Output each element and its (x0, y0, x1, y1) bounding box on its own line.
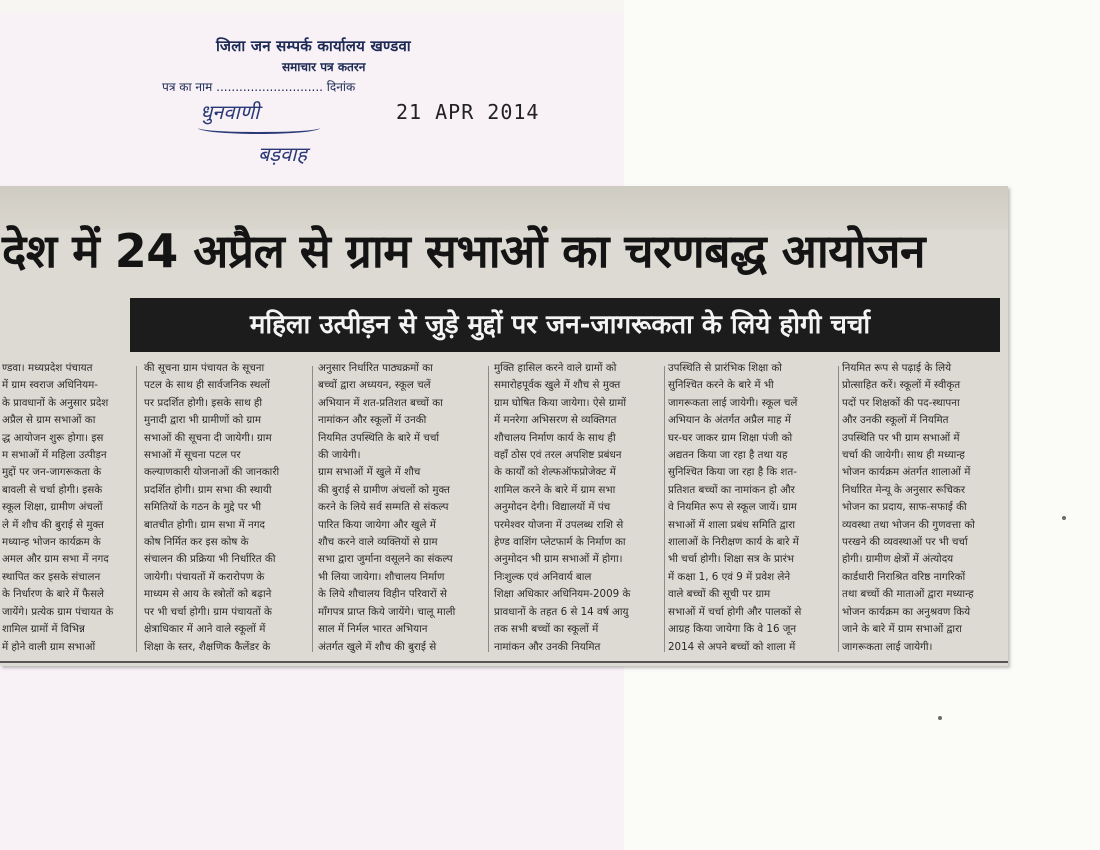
article-line: जागरूकता लाई जायेगी। स्कूल चलें (668, 396, 798, 409)
article-line: की सूचना ग्राम पंचायत के सूचना (144, 362, 265, 374)
handwritten-underline (198, 122, 320, 134)
article-line: वहाँ ठोस एवं तरल अपशिष्ट प्रबंधन (494, 449, 622, 462)
subheadline-bar (130, 298, 1000, 352)
article-line: के लिये शौचालय विहीन परिवारों से (318, 588, 447, 601)
article-line: क्षेत्राधिकार में आने वाले स्कूलों में (144, 623, 266, 636)
article-line: संचालन की प्रक्रिया भी निर्धारित की (144, 553, 276, 566)
article-line: कोष निर्मित कर इस कोष के (144, 536, 249, 549)
article-line: बावली से चर्चा होगी। इसके (2, 483, 103, 496)
handwritten-paper-name: धुनवाणी (200, 100, 260, 124)
article-line: नामांकन और उनकी नियमित (494, 640, 601, 653)
article-line: की बुराई से ग्रामीण अंचलों को मुक्त (318, 483, 450, 496)
article-line: पारित किया जायेगा और खुले में (318, 518, 436, 531)
column-divider (312, 366, 313, 652)
article-line: ग्राम घोषित किया जायेगा। ऐसे ग्रामों (494, 396, 627, 409)
column-divider (838, 366, 839, 652)
article-line: परमेश्वर योजना में उपलब्ध राशि से (494, 518, 624, 531)
article-line: समितियों के गठन के मुद्दे पर भी (144, 501, 262, 514)
article-line: स्थापित कर इसके संचालन (2, 570, 101, 583)
column-divider (136, 366, 137, 652)
scan-speck (938, 716, 942, 720)
article-line: सभाओं में शाला प्रबंध समिति द्वारा (668, 518, 796, 531)
article-line: अमल और ग्राम सभा में नगद (2, 553, 109, 566)
article-line: माध्यम से आय के स्त्रोतों को बढ़ाने (144, 588, 272, 601)
article-column-2 (144, 360, 310, 660)
clipping-bottom-rule (0, 661, 1008, 663)
article-line: सुनिश्चित करने के बारे में भी (668, 379, 774, 392)
article-line: प्रोत्साहित करें। स्कूलों में स्वीकृत (842, 379, 961, 392)
article-column-1 (2, 360, 130, 660)
article-column-6 (842, 360, 1008, 660)
article-line: भोजन कार्यक्रम का अनुश्रवण किये (842, 605, 971, 618)
article-line: जागरूकता लाई जायेगी। (842, 640, 933, 653)
article-line: बच्चों द्वारा अध्ययन, स्कूल चलें (318, 379, 431, 392)
article-line: माँगपत्र प्राप्त किये जायेंगे। चालू माली (318, 605, 456, 618)
article-line: समारोहपूर्वक खुले में शौच से मुक्त (494, 379, 621, 392)
article-line: कल्याणकारी योजनाओं की जानकारी (144, 466, 280, 479)
article-line: शौचालय निर्माण कार्य के साथ ही (494, 431, 616, 444)
article-line: घर-घर जाकर ग्राम शिक्षा पंजी को (668, 431, 793, 444)
article-line: जाने के बारे में ग्राम सभाओं द्वारा (842, 623, 962, 636)
office-stamp (150, 36, 570, 166)
article-line: अंतर्गत खुले में शौच की बुराई से (318, 640, 437, 653)
article-line: सभाओं में सूचना पटल पर (144, 449, 241, 462)
column-divider (488, 366, 489, 652)
article-line: में होने वाली ग्राम सभाओं (2, 640, 96, 653)
article-line: बातचीत होगी। ग्राम सभा में नगद (144, 518, 265, 531)
article-line: में कक्षा 1, 6 एवं 9 में प्रवेश लेने (668, 570, 791, 583)
article-column-3 (318, 360, 484, 660)
article-line: अप्रैल से ग्राम सभाओं का (2, 414, 96, 427)
stamp-date: 21 APR 2014 (396, 100, 540, 124)
article-line: साल में निर्मल भारत अभियान (318, 623, 428, 636)
article-line: व्यवस्था तथा भोजन की गुणवत्ता को (842, 518, 975, 531)
article-line: अनुसार निर्धारित पाठ्यक्रमों का (318, 362, 433, 374)
article-line: 2014 से अपने बच्चों को शाला में (668, 640, 796, 653)
article-line: भी चर्चा होगी। शिक्षा सत्र के प्रारंभ (668, 553, 795, 566)
article-line: अभियान के अंतर्गत अप्रैल माह में (668, 414, 791, 427)
article-line: मध्यान्ह भोजन कार्यक्रम के (2, 536, 101, 549)
article-line: ग्राम सभाओं में खुले में शौच (318, 466, 421, 479)
article-line: सभाओं की सूचना दी जायेगी। ग्राम (144, 431, 272, 444)
article-line: अभियान में शत-प्रतिशत बच्चों का (318, 396, 443, 409)
article-line: अनुमोदन देगी। विद्यालयों में पंच (494, 501, 611, 514)
article-line: नियमित रूप से पढ़ाई के लिये (842, 362, 952, 374)
article-column-5 (668, 360, 838, 660)
article-line: जायेगी। पंचायतों में करारोपण के (144, 570, 265, 583)
article-line: सुनिश्चित किया जा रहा है कि शत- (668, 466, 797, 479)
article-line: म सभाओं में महिला उत्पीड़न (2, 449, 107, 462)
article-line: शौच करने वाले व्यक्तियों से ग्राम (318, 536, 438, 549)
article-line: प्रावधानों के तहत 6 से 14 वर्ष आयु (494, 605, 629, 618)
article-line: शामिल ग्रामों में विभिन्न (2, 623, 85, 636)
stamp-office-name: जिला जन सम्पर्क कार्यालय खण्डवा (216, 37, 411, 55)
article-line: चर्चा की जायेगी। साथ ही मध्यान्ह (842, 449, 965, 462)
article-line: भी लिया जायेगा। शौचालय निर्माण (318, 570, 445, 583)
article-line: नामांकन और स्कूलों में उनकी (318, 414, 427, 427)
article-column-4 (494, 360, 664, 660)
article-line: तथा बच्चों की माताओं द्वारा मध्यान्ह (842, 588, 974, 601)
article-line: भोजन का प्रदाय, साफ-सफाई की (842, 501, 967, 514)
article-line: हेण्ड वाशिंग प्लेटफार्म के निर्माण का (494, 536, 626, 549)
article-line: आग्रह किया जायेगा कि वे 16 जून (668, 623, 797, 636)
article-line: प्रदर्शित होगी। ग्राम सभा की स्थायी (144, 483, 272, 496)
article-line: ले में शौच की बुराई से मुक्त (2, 518, 104, 531)
article-line: निर्धारित मेन्यू के अनुसार रूचिकर (842, 483, 966, 496)
article-line: वाले बच्चों की सूची पर ग्राम (668, 588, 771, 601)
article-line: परखने की व्यवस्थाओं पर भी चर्चा (842, 536, 968, 549)
article-subheadline: महिला उत्पीड़न से जुड़े मुद्दों पर जन-जागरूकता के लिये होगी चर्चा (249, 310, 871, 340)
article-line: मुद्दों पर जन-जागरूकता के (2, 466, 102, 479)
article-line: की जायेगी। (318, 449, 361, 462)
article-line: में मनरेगा अभिसरण से व्यक्तिगत (494, 414, 617, 427)
article-line: होगी। ग्रामीण क्षेत्रों में अंत्योदय (842, 553, 954, 566)
article-line: वे नियमित रूप से स्कूल जायें। ग्राम (668, 501, 797, 514)
article-line: स्कूल शिक्षा, ग्रामीण अंचलों (2, 501, 103, 514)
article-line: शालाओं के निरीक्षण कार्य के बारे में (668, 536, 799, 549)
article-line: मुनादी द्वारा भी ग्रामीणों को ग्राम (144, 414, 262, 427)
article-line: के निर्धारण के बारे में फैसले (2, 588, 105, 601)
article-line: करने के लिये सर्व सम्मति से संकल्प (318, 501, 449, 514)
article-body (0, 360, 1008, 660)
article-line: शिक्षा के स्तर, शैक्षणिक कैलेंडर के (144, 640, 271, 653)
article-line: शामिल करने के बारे में ग्राम सभा (494, 483, 616, 496)
article-line: जायेंगे। प्रत्येक ग्राम पंचायत के (2, 605, 114, 618)
stamp-section: समाचार पत्र कतरन (282, 60, 366, 74)
article-line: में ग्राम स्वराज अधिनियम- (2, 379, 98, 392)
article-line: पदों पर शिक्षकों की पद-स्थापना (842, 396, 960, 409)
column-divider (664, 366, 665, 652)
article-line: ण्डवा। मध्यप्रदेश पंचायत (2, 362, 93, 374)
article-line: सभा द्वारा जुर्माना वसूलने का संकल्प (318, 553, 453, 566)
article-line: के कार्यों को शेल्फऑफप्रोजेक्ट में (494, 466, 616, 479)
article-line: के प्रावधानों के अनुसार प्रदेश (2, 396, 109, 409)
article-line: मुक्ति हासिल करने वाले ग्रामों को (494, 362, 617, 374)
handwritten-city: बड़वाह (258, 142, 308, 166)
article-line: सभाओं में चर्चा होगी और पालकों से (668, 605, 802, 618)
article-line: अद्यतन किया जा रहा है तथा यह (668, 449, 788, 462)
article-line: द्ध आयोजन शुरू होगा। इस (2, 431, 104, 444)
article-line: पर भी चर्चा होगी। ग्राम पंचायतों के (144, 605, 272, 618)
article-line: उपस्थिति पर भी ग्राम सभाओं में (842, 431, 960, 444)
article-line: तक सभी बच्चों का स्कूलों में (494, 623, 599, 636)
scan-speck (1062, 516, 1066, 520)
article-line: प्रतिशत बच्चों का नामांकन हो और (668, 483, 795, 496)
article-line: भोजन कार्यक्रम अंतर्गत शालाओं में (842, 466, 971, 479)
article-line: पटल के साथ ही सार्वजनिक स्थलों (144, 379, 270, 392)
article-line: निःशुल्क एवं अनिवार्य बाल (494, 570, 592, 583)
stamp-paper-label: पत्र का नाम ............................ दिनांक (162, 80, 356, 94)
article-headline: देश में 24 अप्रैल से ग्राम सभाओं का चरणबद्ध आयोजन (2, 224, 925, 278)
article-line: और उनकी स्कूलों में नियमित (842, 414, 949, 427)
article-line: पर प्रदर्शित होगी। इसके साथ ही (144, 396, 263, 409)
article-line: कार्डधारी निराश्रित वरिष्ठ नागरिकों (842, 570, 966, 583)
article-line: नियमित उपस्थिति के बारे में चर्चा (318, 431, 440, 444)
newspaper-clipping (0, 186, 1008, 666)
article-line: उपस्थिति से प्रारंभिक शिक्षा को (668, 362, 782, 374)
article-line: अनुमोदन भी ग्राम सभाओं में होगा। (494, 553, 623, 566)
article-line: शिक्षा अधिकार अधिनियम-2009 के (494, 588, 631, 601)
